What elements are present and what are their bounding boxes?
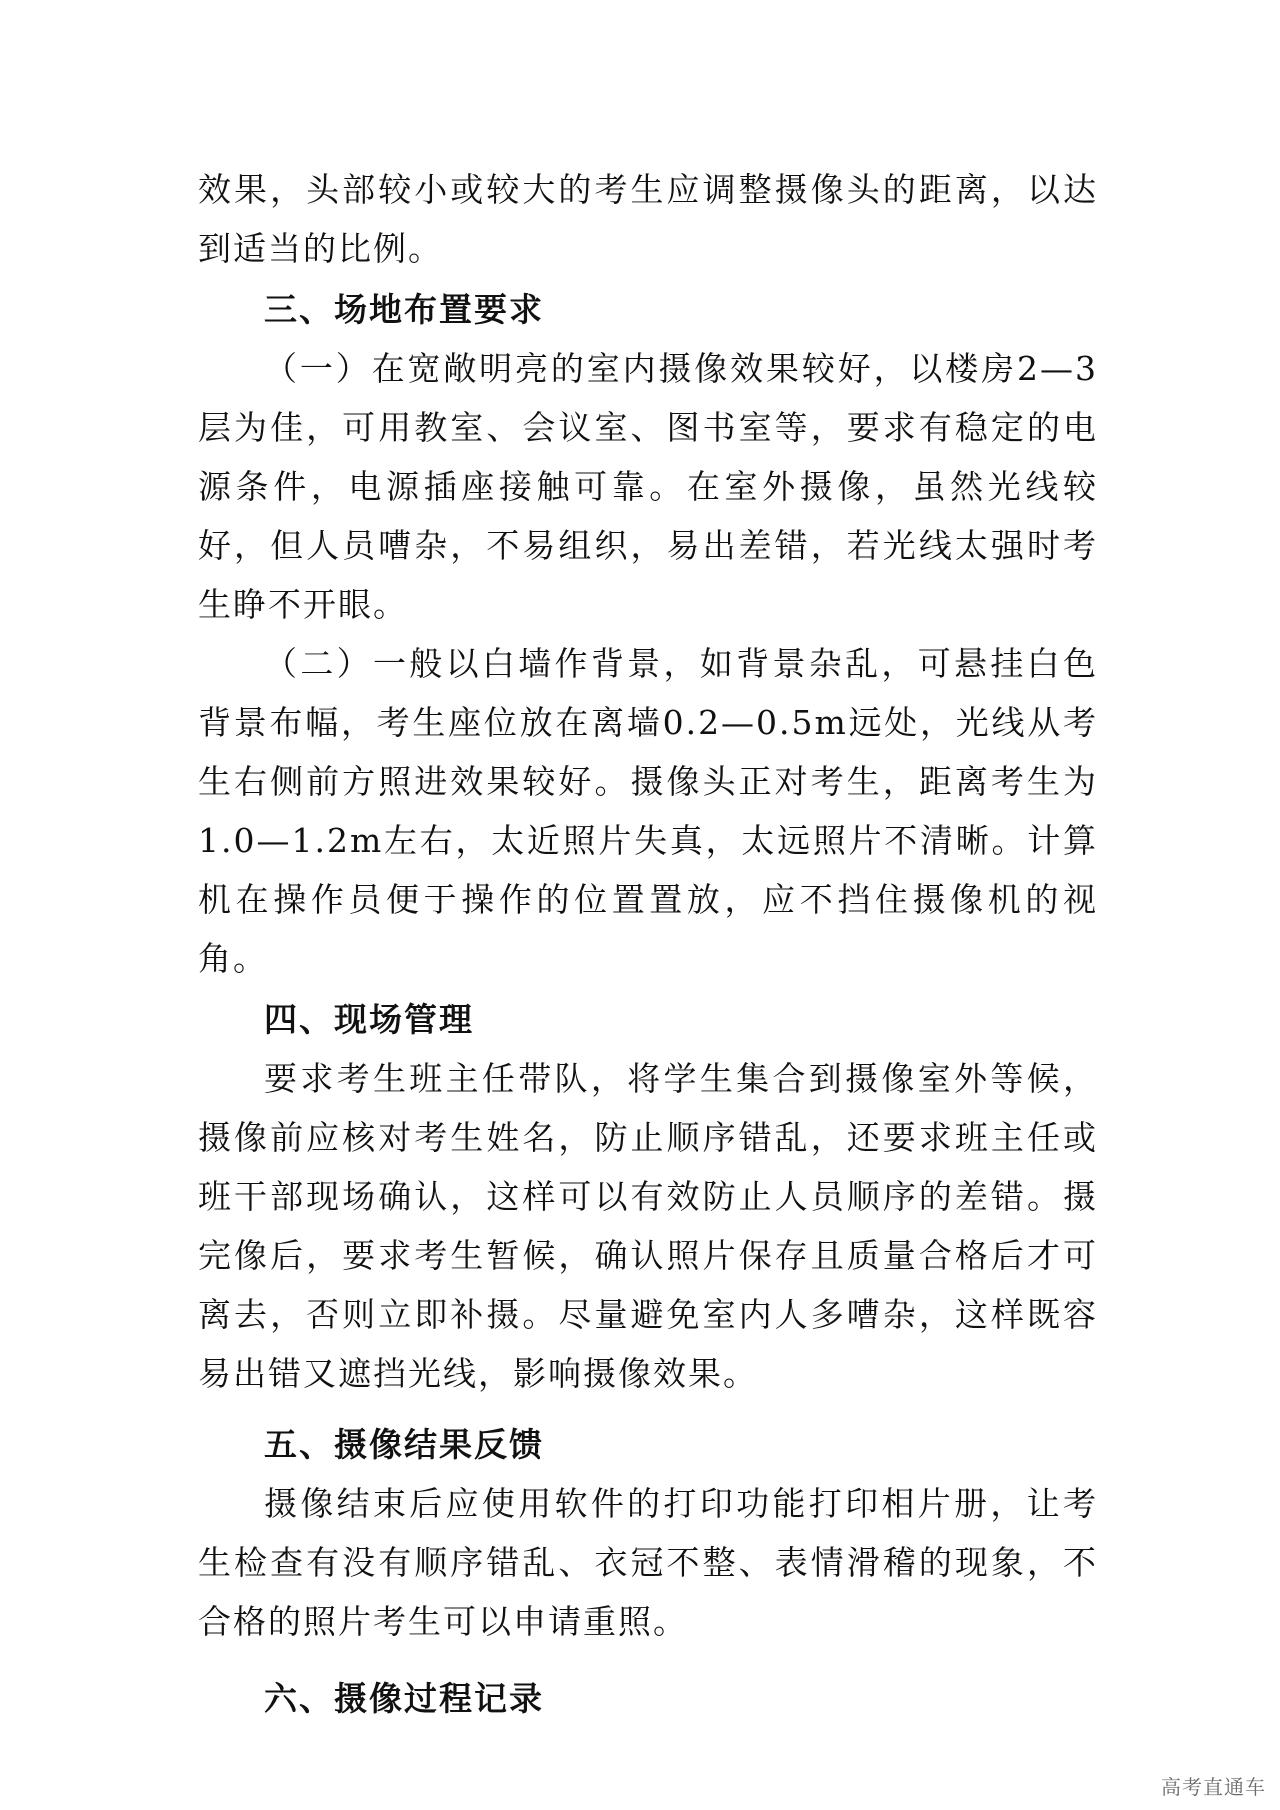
document-body	[198, 160, 1098, 1728]
onsite-management-paragraph: 要求考生班主任带队，将学生集合到摄像室外等候，摄像前应核对考生姓名，防止顺序错乱，还要求班主任或班干部现场确认，这样可以有效防止人员顺序的差错。摄完像后，要求考生暂候，确认照片保存且质量合格后才可离去，否则立即补摄。尽量避免室内人多嘈杂，这样既容易出错又遮挡光线，影响摄像效果。	[198, 1059, 1098, 1393]
section-heading-site-layout: 三、场地布置要求	[264, 290, 544, 329]
result-feedback-paragraph: 摄像结束后应使用软件的打印功能打印相片册，让考生检查有没有顺序错乱、衣冠不整、表情滑稽的现象，不合格的照片考生可以申请重照。	[198, 1484, 1098, 1641]
section-heading-result-feedback: 五、摄像结果反馈	[264, 1425, 544, 1464]
watermark-text: 高考直通车	[1161, 1775, 1266, 1799]
section-heading-process-record: 六、摄像过程记录	[264, 1679, 544, 1718]
site-layout-paragraph-1: （一）在宽敞明亮的室内摄像效果较好，以楼房2—3层为佳，可用教室、会议室、图书室等，要求有稳定的电源条件，电源插座接触可靠。在室外摄像，虽然光线较好，但人员嘈杂，不易组织，易出差错，若光线太强时考生睁不开眼。	[198, 349, 1098, 624]
section-heading-onsite-management: 四、现场管理	[264, 1000, 474, 1039]
site-layout-paragraph-2: （二）一般以白墙作背景，如背景杂乱，可悬挂白色背景布幅，考生座位放在离墙0.2—0.5m远处，光线从考生右侧前方照进效果较好。摄像头正对考生，距离考生为1.0—1.2m左右，太近照片失真，太远照片不清晰。计算机在操作员便于操作的位置置放，应不挡住摄像机的视角。	[198, 644, 1098, 978]
intro-paragraph: 效果，头部较小或较大的考生应调整摄像头的距离，以达到适当的比例。	[198, 170, 1098, 268]
